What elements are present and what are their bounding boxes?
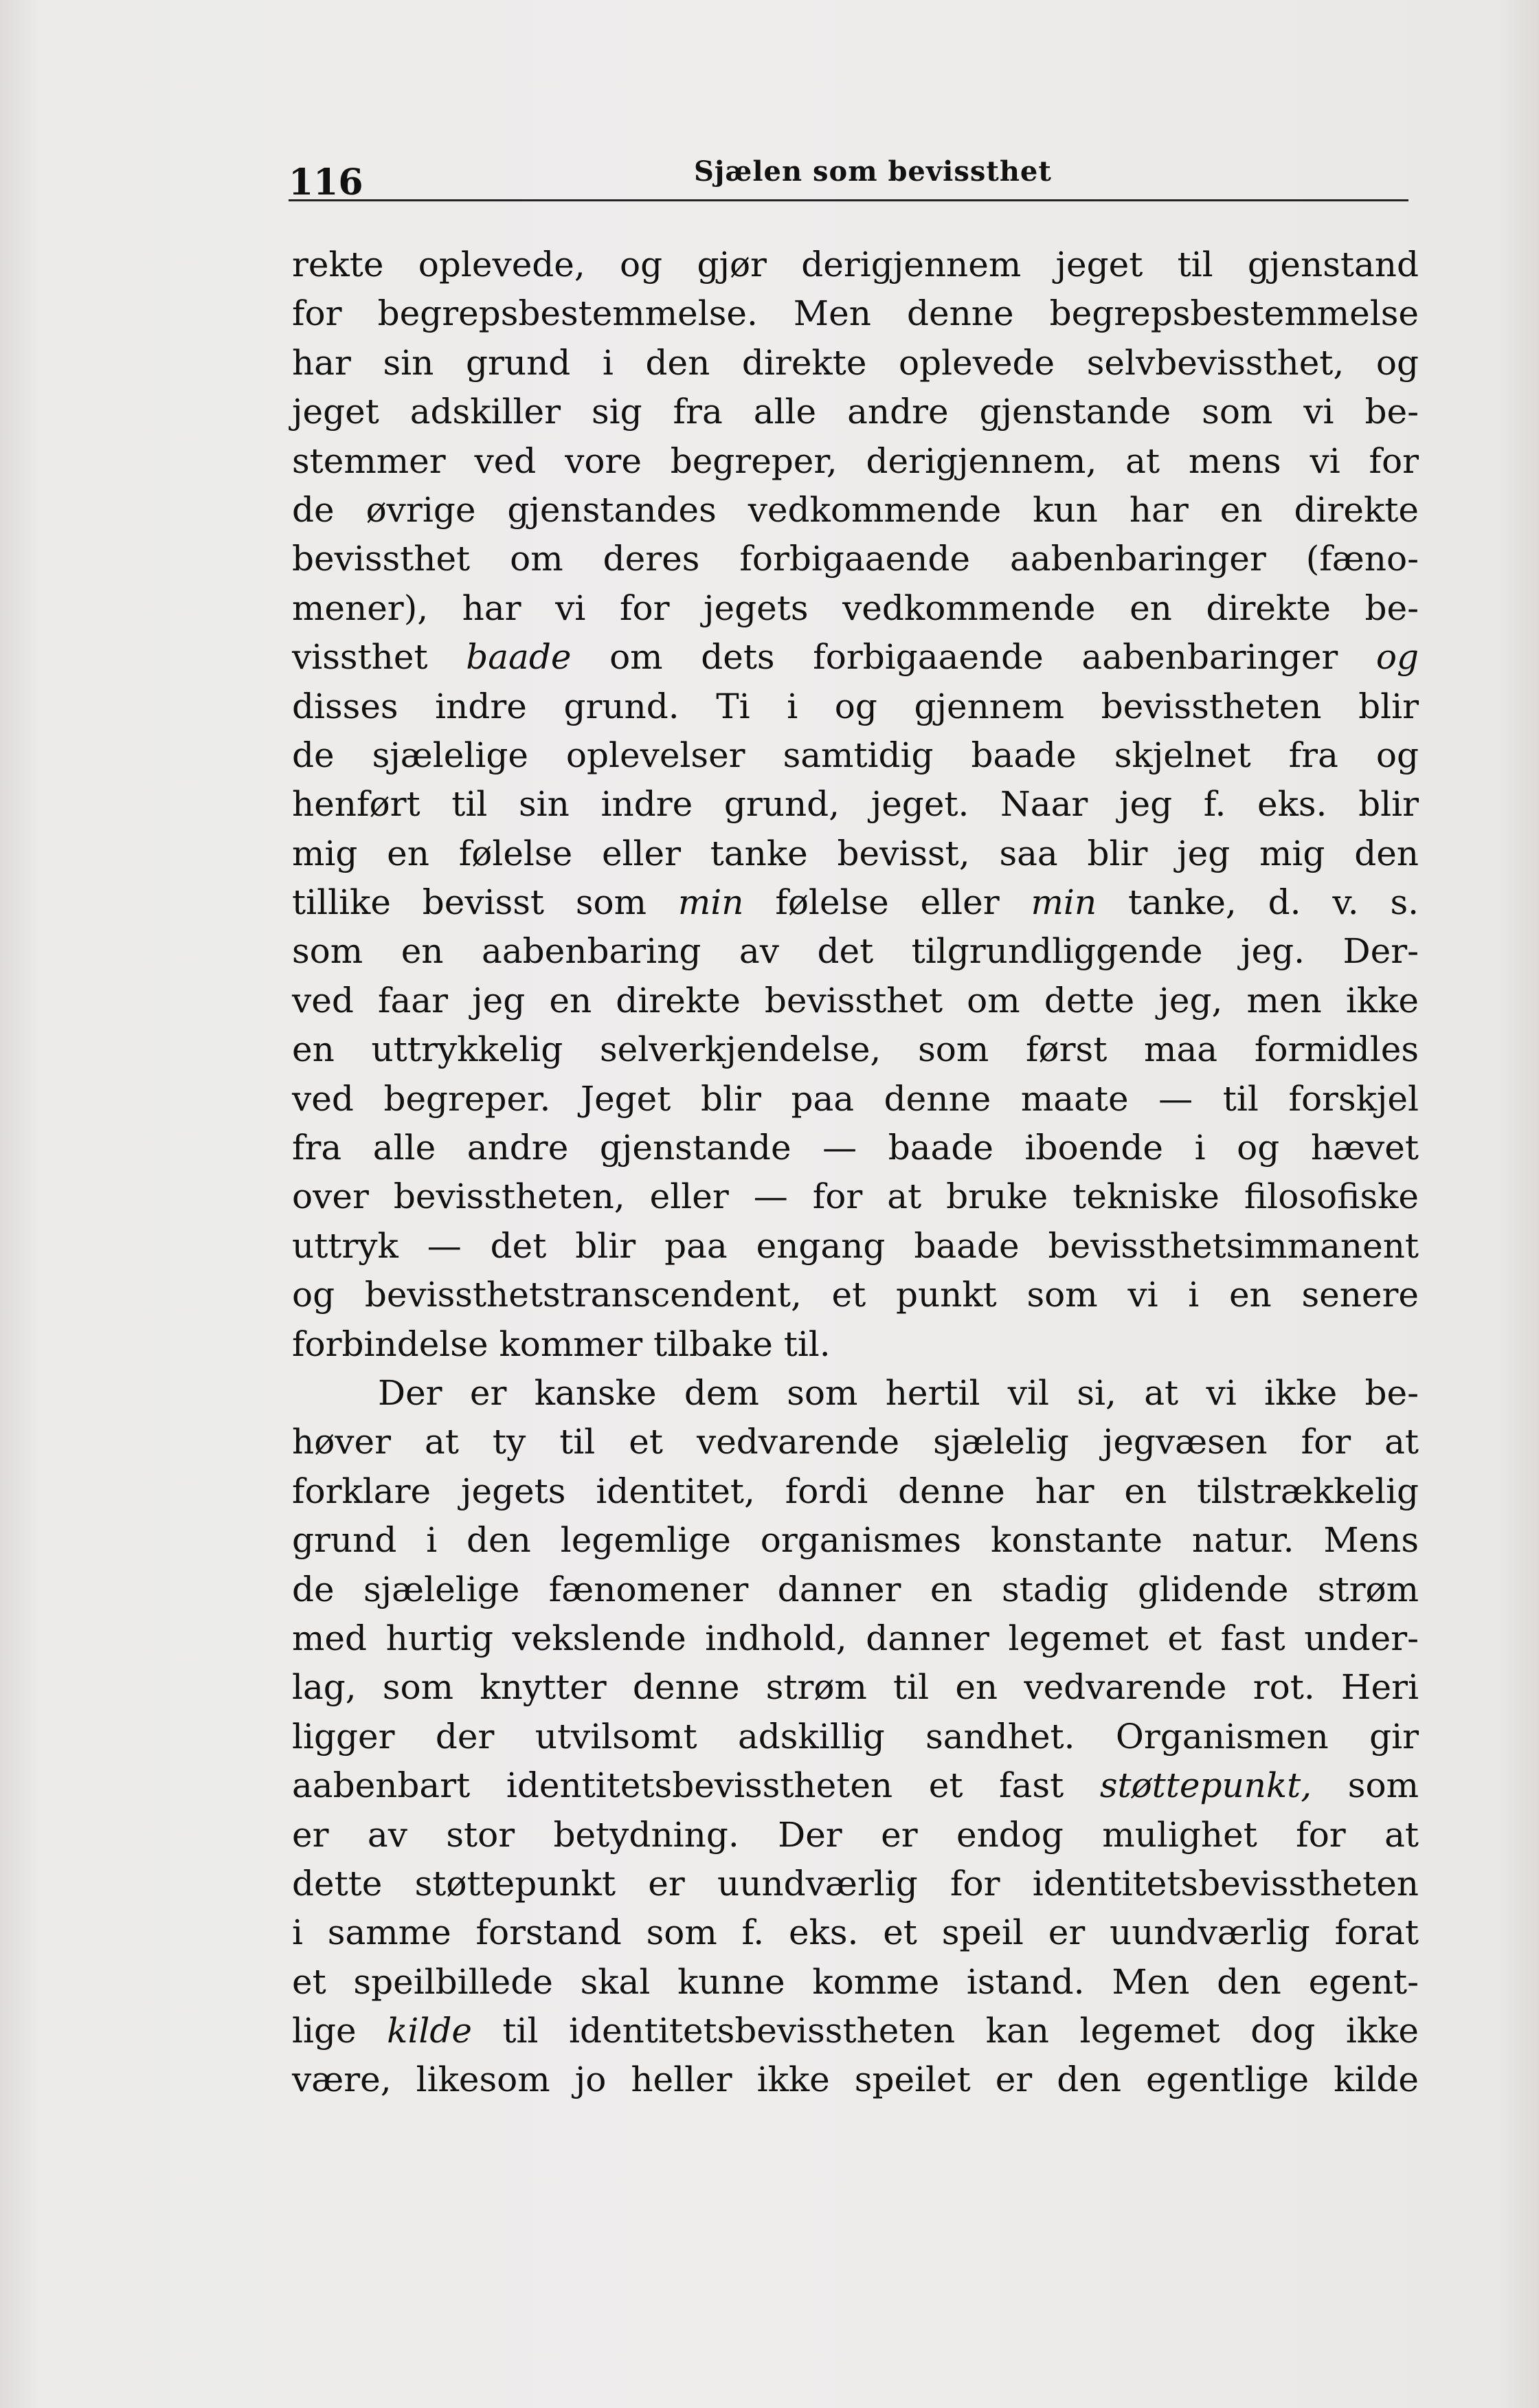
text-segment: fra alle andre gjenstande — baade iboende i og hævet: [292, 1128, 1419, 1168]
text-segment: ved faar jeg en direkte bevissthet om dette jeg, men ikke: [292, 980, 1419, 1021]
text-line: [292, 682, 1419, 731]
italic-text: støttepunkt,: [1099, 1765, 1312, 1806]
text-line: [292, 535, 1419, 583]
text-segment: følelse eller: [743, 882, 1031, 923]
text-line: [292, 1467, 1419, 1516]
text-segment: i samme forstand som f. eks. et speil er uundværlig forat: [292, 1913, 1419, 1953]
text-segment: over bevisstheten, eller — for at bruke tekniske filosofiske: [292, 1177, 1419, 1217]
paragraph-first-line: [292, 1369, 1419, 1418]
text-line: [292, 1614, 1419, 1663]
text-segment: vissthet: [292, 637, 467, 678]
text-segment: et speilbillede skal kunne komme istand. Men den egent-: [292, 1961, 1419, 2002]
text-segment: ved begreper. Jeget blir paa denne maate — til forskjel: [292, 1078, 1419, 1119]
text-segment: jeget adskiller sig fra alle andre gjenstande som vi be-: [292, 392, 1419, 432]
text-line: [292, 731, 1419, 780]
text-segment: grund i den legemlige organismes konstante natur. Mens: [292, 1520, 1419, 1561]
text-line: [292, 977, 1419, 1025]
italic-text: baade: [466, 637, 572, 678]
text-segment: forklare jegets identitet, fordi denne har en tilstrækkelig: [292, 1471, 1419, 1511]
italic-text: kilde: [387, 2011, 472, 2051]
text-segment: til identitetsbevisstheten kan legemet dog ikke: [471, 2011, 1419, 2051]
text-segment: tanke, d. v. s.: [1097, 882, 1419, 923]
text-segment: de sjælelige oplevelser samtidig baade skjelnet fra og: [292, 735, 1419, 775]
text-line: [292, 633, 1419, 682]
text-segment: har sin grund i den direkte oplevede selvbevissthet, og: [292, 342, 1419, 383]
text-segment: Der er kanske dem som hertil vil si, at vi ikke be-: [378, 1372, 1419, 1413]
text-segment: og bevissthetstranscendent, et punkt som vi i en senere: [292, 1275, 1419, 1315]
text-segment: med hurtig vekslende indhold, danner legemet et fast under-: [292, 1618, 1419, 1658]
text-segment: lag, som knytter denne strøm til en vedvarende rot. Heri: [292, 1667, 1419, 1708]
text-line: [292, 878, 1419, 927]
text-segment: forbindelse kommer tilbake til.: [292, 1324, 831, 1364]
text-segment: lige: [292, 2011, 387, 2051]
text-line: [292, 1172, 1419, 1221]
text-line: [292, 829, 1419, 878]
text-line: [292, 1418, 1419, 1467]
text-line: [292, 339, 1419, 388]
text-segment: henført til sin indre grund, jeget. Naar jeg f. eks. blir: [292, 784, 1419, 825]
page-header: [289, 144, 1408, 201]
text-line: [292, 1663, 1419, 1712]
text-segment: dette støttepunkt er uundværlig for identitetsbevisstheten: [292, 1863, 1419, 1904]
text-segment: rekte oplevede, og gjør derigjennem jeget til gjenstand: [292, 245, 1419, 285]
text-segment: mener), har vi for jegets vedkommende en direkte be-: [292, 588, 1419, 628]
text-line: [292, 388, 1419, 436]
body-text: [292, 241, 1419, 2105]
text-line: [292, 241, 1419, 289]
text-segment: om dets forbigaaende aabenbaringer: [571, 637, 1376, 678]
text-line: [292, 1958, 1419, 2007]
text-line: [292, 584, 1419, 633]
text-line: [292, 1222, 1419, 1271]
text-line: [292, 1124, 1419, 1172]
text-segment: uttryk — det blir paa engang baade bevissthetsimmanent: [292, 1225, 1419, 1266]
text-line: [292, 1811, 1419, 1860]
text-line: [292, 1271, 1419, 1319]
text-segment: aabenbart identitetsbevisstheten et fast: [292, 1765, 1100, 1806]
text-line: [292, 927, 1419, 976]
text-line: [292, 1025, 1419, 1074]
text-line: [292, 780, 1419, 829]
text-segment: som en aabenbaring av det tilgrundliggende jeg. Der-: [292, 931, 1419, 972]
text-segment: ligger der utvilsomt adskillig sandhet. Organismen gir: [292, 1716, 1419, 1757]
text-line: [292, 1075, 1419, 1124]
text-line: [292, 1320, 1419, 1369]
text-segment: mig en følelse eller tanke bevisst, saa blir jeg mig den: [292, 833, 1419, 873]
text-segment: være, likesom jo heller ikke speilet er den egentlige kilde: [292, 2060, 1419, 2100]
italic-text: og: [1375, 637, 1419, 678]
text-line: [292, 1516, 1419, 1565]
text-line: [292, 1761, 1419, 1810]
text-segment: stemmer ved vore begreper, derigjennem, at mens vi for: [292, 441, 1419, 481]
text-segment: disses indre grund. Ti i og gjennem bevisstheten blir: [292, 686, 1419, 726]
text-line: [292, 1860, 1419, 1908]
text-line: [292, 289, 1419, 338]
text-segment: er av stor betydning. Der er endog mulighet for at: [292, 1814, 1419, 1855]
text-line: [292, 2055, 1419, 2104]
text-line: [292, 2007, 1419, 2055]
text-segment: som: [1312, 1765, 1419, 1806]
text-segment: for begrepsbestemmelse. Men denne begrepsbestemmelse: [292, 293, 1419, 334]
page-number: 116: [289, 161, 363, 203]
text-line: [292, 1565, 1419, 1614]
text-segment: de sjælelige fænomener danner en stadig glidende strøm: [292, 1569, 1419, 1609]
text-segment: de øvrige gjenstandes vedkommende kun har en direkte: [292, 489, 1419, 530]
text-segment: høver at ty til et vedvarende sjælelig jegvæsen for at: [292, 1422, 1419, 1462]
italic-text: min: [1031, 882, 1097, 923]
running-title: Sjælen som bevissthet: [694, 155, 1052, 188]
text-line: [292, 1713, 1419, 1761]
text-segment: en uttrykkelig selverkjendelse, som først maa formidles: [292, 1029, 1419, 1070]
text-segment: tillike bevisst som: [292, 882, 678, 923]
text-segment: bevissthet om deres forbigaaende aabenbaringer (fæno-: [292, 539, 1419, 579]
text-line: [292, 437, 1419, 486]
italic-text: min: [677, 882, 744, 923]
text-line: [292, 1908, 1419, 1957]
text-line: [292, 486, 1419, 535]
